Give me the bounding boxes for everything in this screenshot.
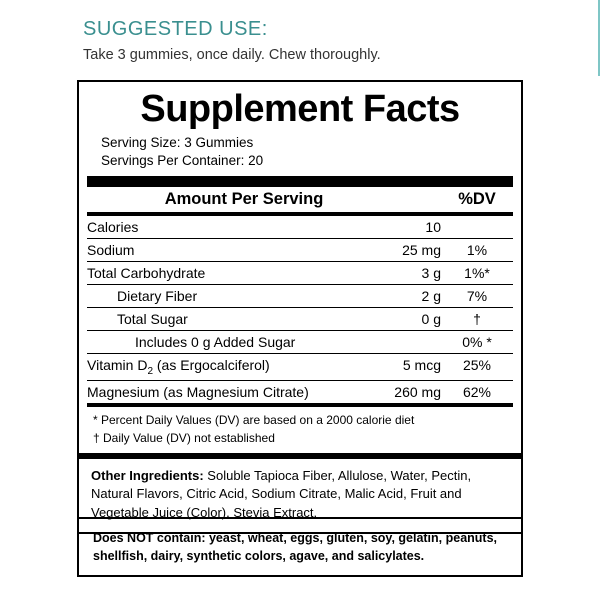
table-row [87,381,513,404]
nutrient-name-subscript: 2 [147,366,153,378]
nutrient-name: Includes 0 g Added Sugar [87,331,321,354]
nutrient-amount: 10 [321,216,441,239]
nutrient-dv: 1% [441,239,513,262]
suggested-use-instruction: Take 3 gummies, once daily. Chew thoroughly. [83,47,381,63]
nutrient-dv: 1%* [441,262,513,285]
nutrient-amount: 25 mg [321,239,441,262]
table-row [87,308,513,331]
other-ingredients-label: Other Ingredients: [91,467,204,483]
table-row [87,239,513,262]
nutrient-name: Dietary Fiber [87,285,321,308]
footnote-asterisk: * Percent Daily Values (DV) are based on a 2000 calorie diet [93,413,415,428]
nutrient-name [87,354,321,381]
nutrition-table [87,216,513,403]
table-row [87,285,513,308]
nutrient-amount [321,331,441,354]
nutrient-dv: 7% [441,285,513,308]
other-ingredients-text: Soluble Tapioca Fiber, Allulose, Water, Pectin, Natural Flavors, Citric Acid, Sodium Citrate, Malic Acid, Fruit and Vegetable Juice (Color), Stevia Extract. [91,467,472,520]
does-not-contain-box [77,517,523,577]
nutrient-name: Total Carbohydrate [87,262,321,285]
nutrient-dv: 25% [441,354,513,381]
footnote-dagger: † Daily Value (DV) not established [93,430,275,445]
thick-divider [87,176,513,187]
supplement-facts-panel [77,80,523,534]
nutrient-name: Sodium [87,239,321,262]
nutrient-amount: 2 g [321,285,441,308]
table-row [87,331,513,354]
nutrient-name: Total Sugar [87,308,321,331]
table-row [87,216,513,239]
nutrient-amount: 0 g [321,308,441,331]
nutrient-name: Calories [87,216,321,239]
nutrient-dv: 0% * [441,331,513,354]
supplement-facts-title: Supplement Facts [140,88,460,130]
nutrient-dv: 62% [462,384,492,401]
nutrient-name-post: (as Ergocalciferol) [153,357,270,374]
nutrient-name-pre: Vitamin D [87,357,148,374]
nutrition-table-body [87,216,513,403]
header-amount-per-serving: Amount Per Serving [164,190,324,209]
footnotes [79,407,521,453]
nutrient-amount: 260 mg [394,384,441,401]
table-row [87,262,513,285]
table-header-row [79,187,521,212]
nutrient-amount: 5 mcg [321,354,441,381]
nutrient-amount: 3 g [321,262,441,285]
servings-per-container: Servings Per Container: 20 [101,153,264,169]
does-not-contain-text: Does NOT contain: yeast, wheat, eggs, gluten, soy, gelatin, peanuts, shellfish, dairy, synthetic colors, agave, and salicylates. [93,531,498,564]
nutrient-dv: † [441,308,513,331]
serving-size: Serving Size: 3 Gummies [101,134,254,150]
suggested-use-section [83,18,553,63]
table-row [87,354,513,381]
nutrient-name: Magnesium (as Magnesium Citrate) [87,384,309,401]
suggested-use-title: SUGGESTED USE: [83,18,268,40]
header-percent-dv: %DV [458,190,496,209]
nutrient-dv [441,216,513,239]
